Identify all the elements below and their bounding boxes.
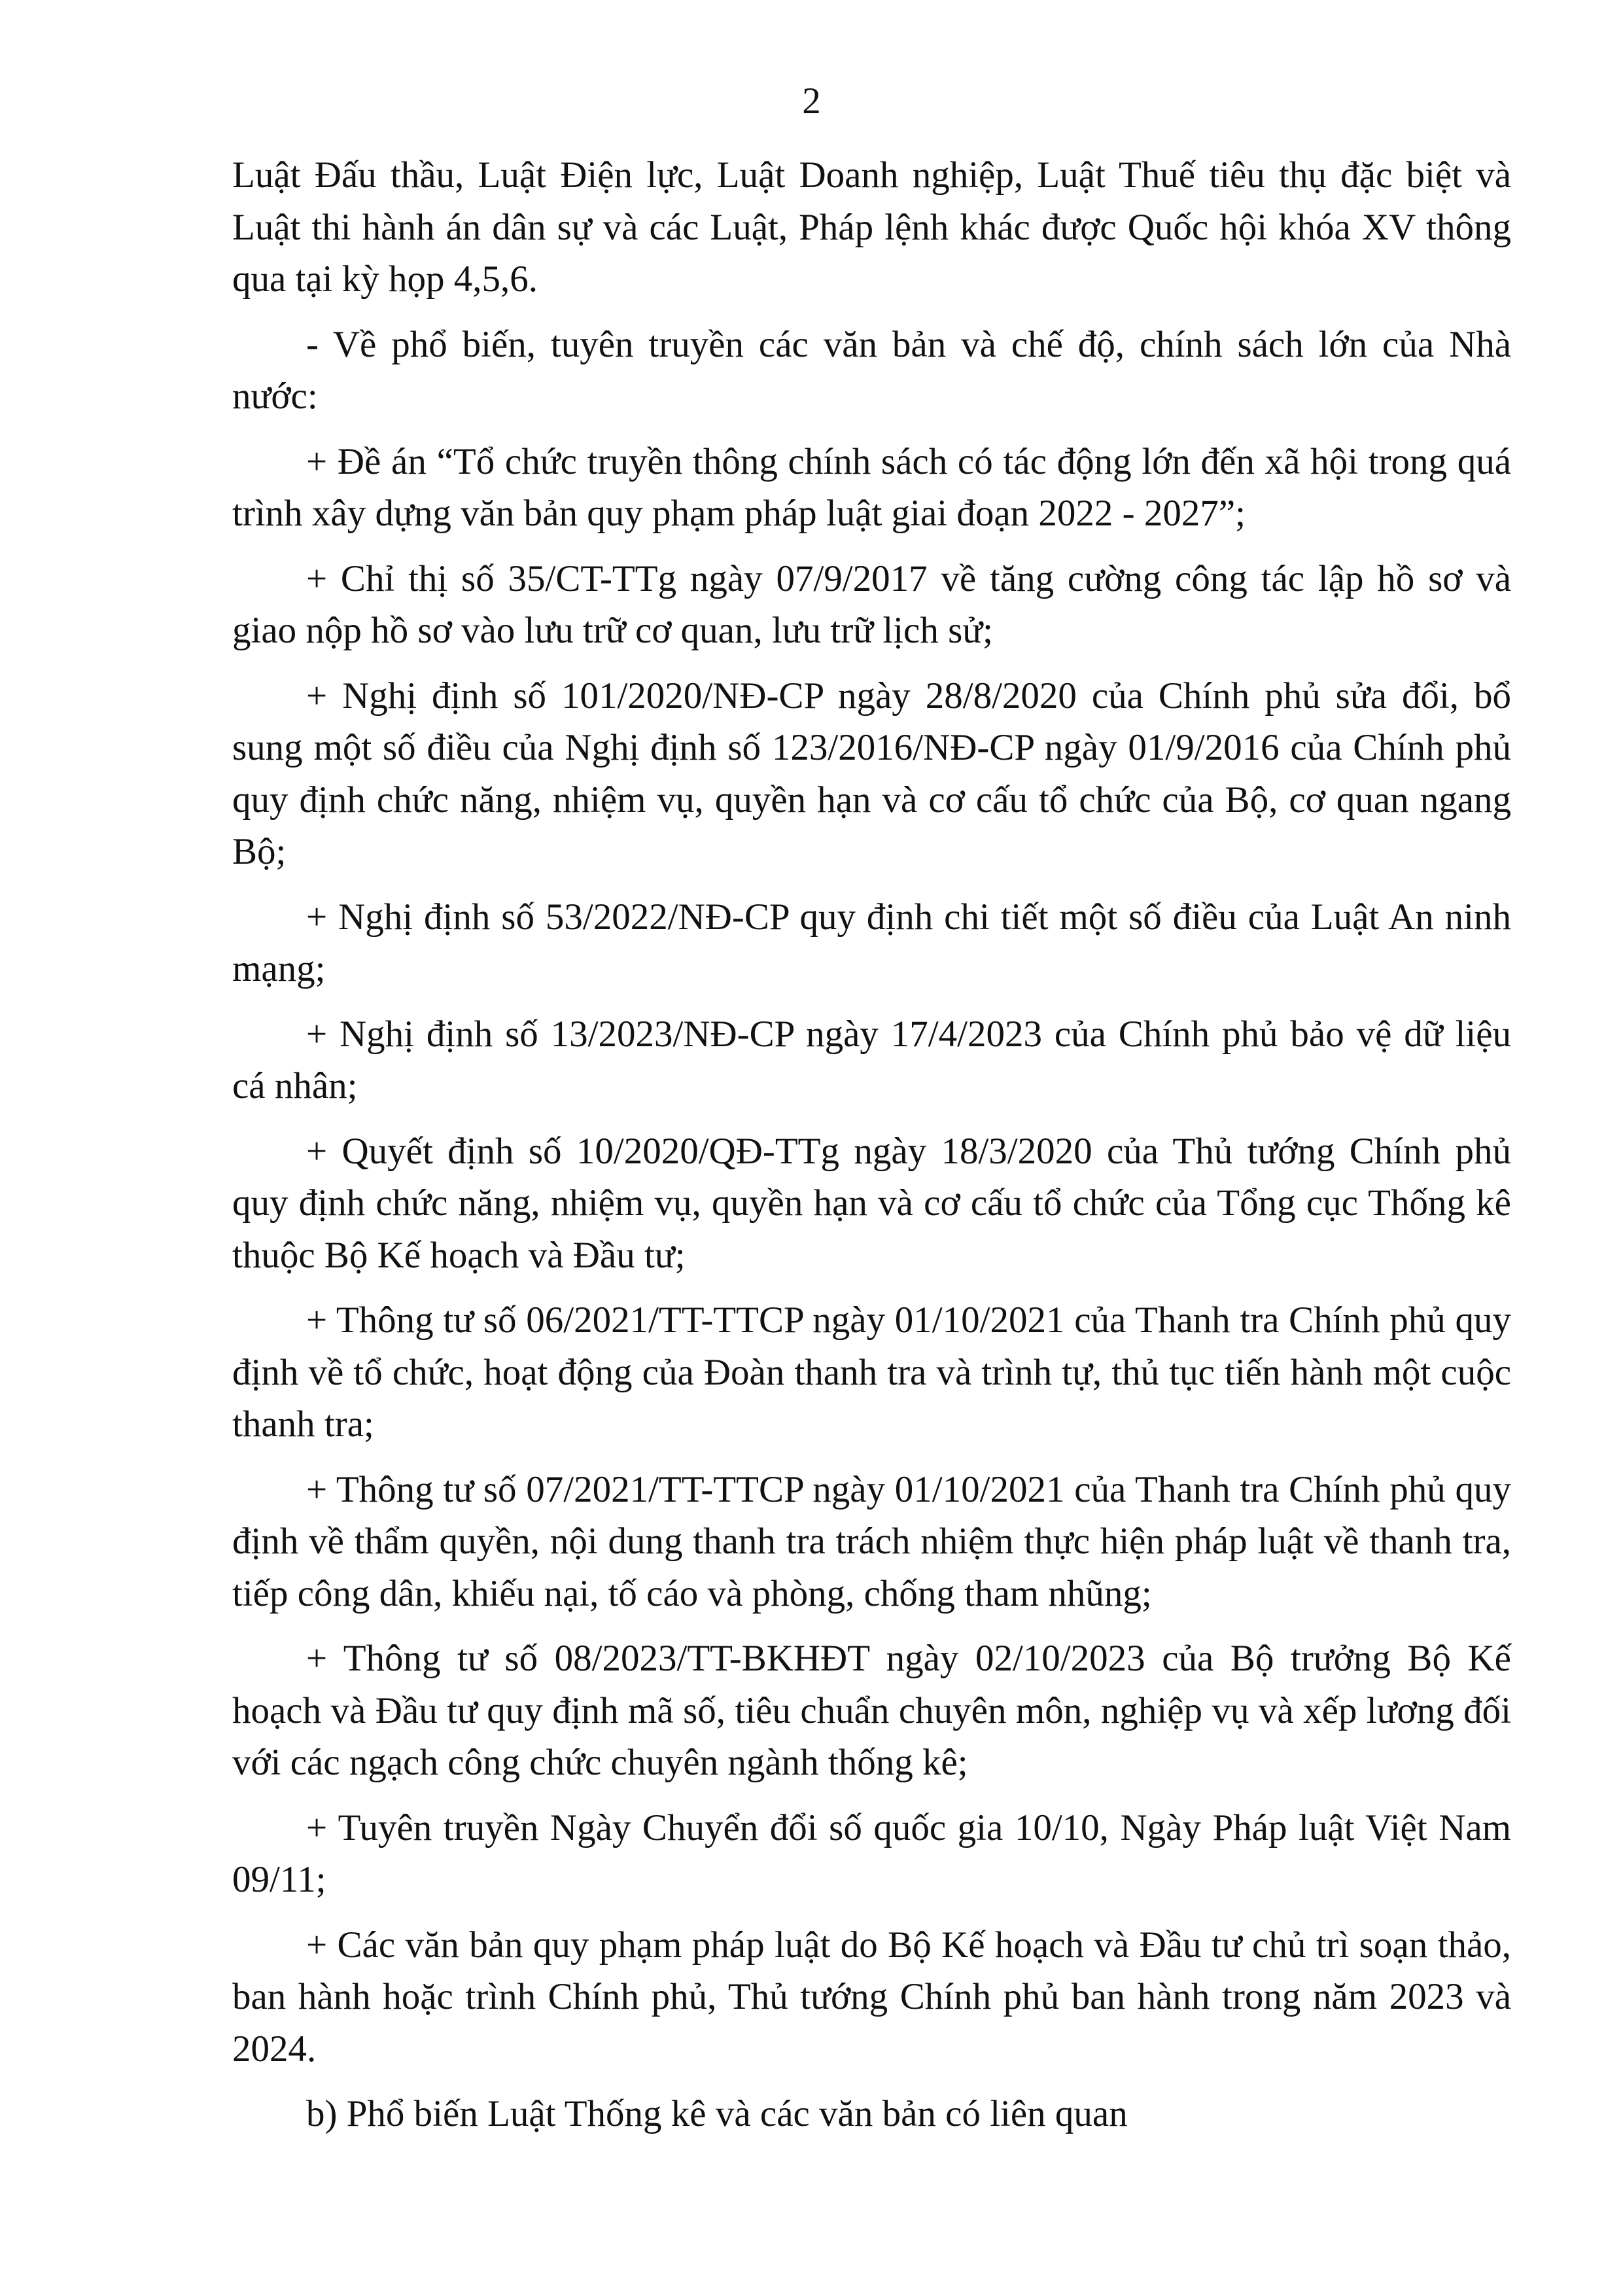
- list-item: + Nghị định số 53/2022/NĐ-CP quy định chi tiết một số điều của Luật An ninh mạng;: [232, 896, 1511, 989]
- paragraph-dissemination-heading: - Về phổ biến, tuyên truyền các văn bản và chế độ, chính sách lớn của Nhà nước:: [232, 323, 1511, 417]
- list-item: + Quyết định số 10/2020/QĐ-TTg ngày 18/3/2020 của Thủ tướng Chính phủ quy định chức năng, nhiệm vụ, quyền hạn và cơ cấu tổ chức của Tổng cục Thống kê thuộc Bộ Kế hoạch và Đầu tư;: [232, 1130, 1511, 1276]
- list-item: + Chỉ thị số 35/CT-TTg ngày 07/9/2017 về tăng cường công tác lập hồ sơ và giao nộp hồ sơ vào lưu trữ cơ quan, lưu trữ lịch sử;: [232, 557, 1511, 651]
- list-item: + Đề án “Tổ chức truyền thông chính sách có tác động lớn đến xã hội trong quá trình xây dựng văn bản quy phạm pháp luật giai đoạn 2022 - 2027”;: [232, 440, 1511, 534]
- page-number: 2: [802, 80, 821, 122]
- document-body: [232, 149, 1511, 2153]
- list-item: + Nghị định số 13/2023/NĐ-CP ngày 17/4/2023 của Chính phủ bảo vệ dữ liệu cá nhân;: [232, 1013, 1511, 1106]
- paragraph-laws-continuation: Luật Đấu thầu, Luật Điện lực, Luật Doanh nghiệp, Luật Thuế tiêu thụ đặc biệt và Luật thi hành án dân sự và các Luật, Pháp lệnh khác được Quốc hội khóa XV thông qua tại kỳ họp 4,5,6.: [232, 154, 1511, 300]
- list-item: + Tuyên truyền Ngày Chuyển đổi số quốc gia 10/10, Ngày Pháp luật Việt Nam 09/11;: [232, 1807, 1511, 1900]
- list-item: + Nghị định số 101/2020/NĐ-CP ngày 28/8/2020 của Chính phủ sửa đổi, bổ sung một số điều của Nghị định số 123/2016/NĐ-CP ngày 01/9/2016 của Chính phủ quy định chức năng, nhiệm vụ, quyền hạn và cơ cấu tổ chức của Bộ, cơ quan ngang Bộ;: [232, 675, 1511, 872]
- list-item: + Thông tư số 06/2021/TT-TTCP ngày 01/10/2021 của Thanh tra Chính phủ quy định về tổ chức, hoạt động của Đoàn thanh tra và trình tự, thủ tục tiến hành một cuộc thanh tra;: [232, 1299, 1511, 1445]
- list-item: + Thông tư số 07/2021/TT-TTCP ngày 01/10/2021 của Thanh tra Chính phủ quy định về thẩm quyền, nội dung thanh tra trách nhiệm thực hiện pháp luật về thanh tra, tiếp công dân, khiếu nại, tố cáo và phòng, chống tham nhũng;: [232, 1468, 1511, 1614]
- list-item: + Các văn bản quy phạm pháp luật do Bộ Kế hoạch và Đầu tư chủ trì soạn thảo, ban hành hoặc trình Chính phủ, Thủ tướng Chính phủ ban hành trong năm 2023 và 2024.: [232, 1924, 1511, 2070]
- list-item: + Thông tư số 08/2023/TT-BKHĐT ngày 02/10/2023 của Bộ trưởng Bộ Kế hoạch và Đầu tư quy định mã số, tiêu chuẩn chuyên môn, nghiệp vụ và xếp lương đối với các ngạch công chức chuyên ngành thống kê;: [232, 1638, 1511, 1783]
- section-heading-b: b) Phổ biến Luật Thống kê và các văn bản có liên quan: [306, 2093, 1128, 2134]
